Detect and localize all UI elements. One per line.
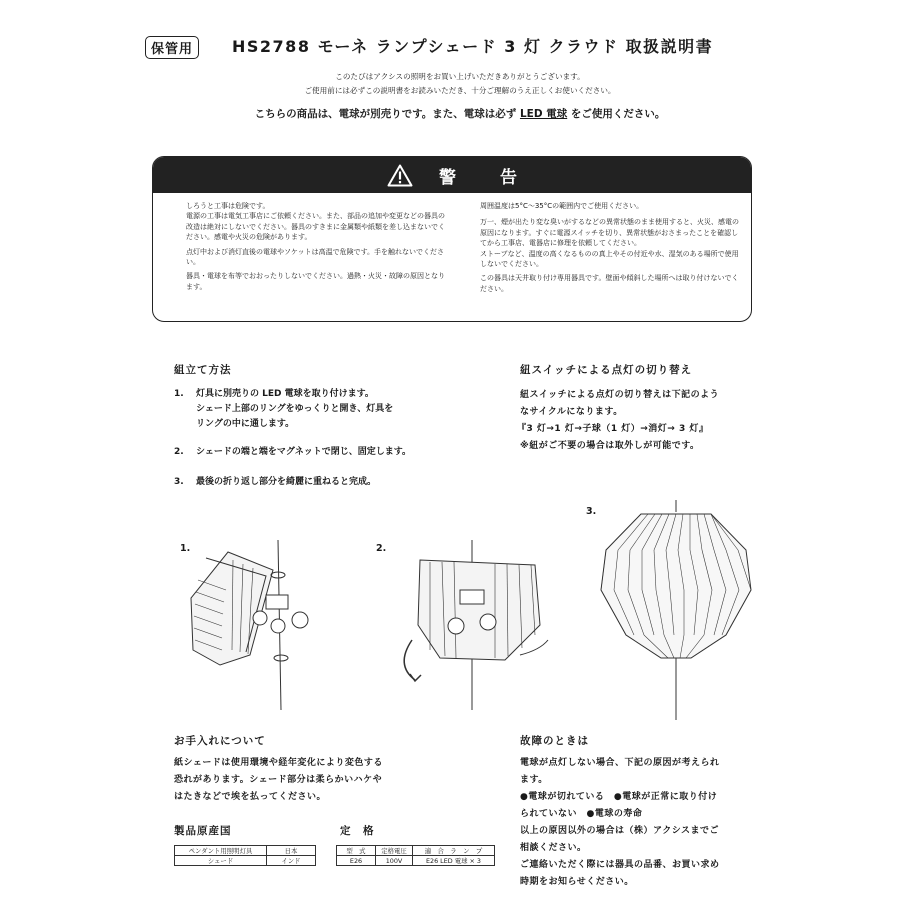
warning-right-item: 周囲温度は5°C〜35°Cの範囲内でご使用ください。 [480,202,644,210]
step-number: 1. [174,389,184,399]
trouble-title: 故障のときは [520,735,589,747]
table-header-cell: 定格電圧 [376,846,413,856]
warning-left-column [186,201,448,296]
table-header-cell: 適 合 ラ ン プ [413,846,495,856]
trouble-line: られていない ●電球の寿命 [520,809,643,819]
warning-left-item: 電源の工事は電気工事店にご依頼ください。また、部品の追加や変更などの器具の改造は絶対にしないでください。器具のすきまに金属類や紙類を差し込まないでください。感電や火災の危険があります。 [186,212,445,242]
warning-right-item: この器具は天井取り付け専用器具です。壁面や傾斜した場所へは取り付けないでください。 [480,274,739,293]
switch-title: 紐スイッチによる点灯の切り替え [520,364,693,376]
warning-title-a: 警 [439,167,456,188]
care-line: 紙シェードは使用環境や経年変化により変色する [174,758,383,768]
intro-line-1: このたびはアクシスの照明をお買い上げいただきありがとうございます。 [335,72,585,81]
bulb-notice [0,106,920,121]
table-cell: E26 LED 電球 × 3 [413,856,495,866]
bulb-notice-a: こちらの商品は、電球が別売りです。また、電球は必ず [254,108,517,120]
step-number: 3. [174,477,184,487]
warning-left-item: 器具・電球を布等でおおったりしないでください。過熱・火災・故障の原因となります。 [186,272,445,291]
figure-1-label: 1. [180,543,191,554]
trouble-line: 時期をお知らせください。 [520,877,634,887]
warning-right-item: 万一、煙が出たり変な臭いがするなどの異常状態のまま使用すると、火災、感電の原因になります。すぐに電源スイッチを切り、異常状態がおさまったことを確認してから工事店、電器店に修理を依頼してください。 [480,218,739,248]
warning-left-item: しろうと工事は危険です。 [186,202,270,210]
figure-2-closing-shade-illustration [390,540,555,710]
warning-left-item: 点灯中および消灯直後の電球やソケットは高温で危険です。手を触れないでください。 [186,247,445,267]
table-cell: E26 [337,856,376,866]
origin-table [174,845,316,866]
step-line: 最後の折り返し部分を綺麗に重ねると完成。 [196,477,377,487]
table-row [337,856,495,866]
assembly-step-1 [174,387,474,432]
step-line: リングの中に通します。 [196,419,295,429]
table-cell: 100V [376,856,413,866]
step-number: 2. [174,447,184,457]
trouble-line: ●電球が切れている ●電球が正常に取り付け [520,792,718,802]
warning-header [153,157,751,193]
figure-3-completed-shade-illustration [596,500,756,720]
assembly-title: 組立て方法 [174,364,232,376]
care-line: 恐れがあります。シェード部分は柔らかいハケや [174,775,383,785]
table-cell: シェード [175,856,267,866]
table-row [175,846,316,856]
trouble-line: ご連絡いただく際には器具の品番、お買い求め [520,860,720,870]
spec-title: 定 格 [340,825,375,837]
figure-3-label: 3. [586,506,597,517]
care-title: お手入れについて [174,735,266,747]
table-cell: ペンダント用照明灯具 [175,846,267,856]
trouble-line: 電球が点灯しない場合、下記の原因が考えられ [520,758,720,768]
storage-badge: 保管用 [145,36,199,59]
trouble-line: ます。 [520,775,548,785]
assembly-step-2 [174,445,474,460]
step-line: シェードの端と端をマグネットで閉じ、固定します。 [196,447,412,457]
bulb-notice-c: をご使用ください。 [570,108,666,120]
trouble-line: 相談ください。 [520,843,587,853]
table-header-cell: 型 式 [337,846,376,856]
table-cell: 日本 [267,846,316,856]
spec-table [336,845,495,866]
switch-cycle: 『3 灯→1 灯→子球（1 灯）→消灯→ 3 灯』 [517,424,709,434]
switch-line: なサイクルになります。 [520,407,623,417]
warning-box [152,156,752,322]
warning-right-column [480,201,742,298]
switch-line: 紐スイッチによる点灯の切り替えは下記のよう [520,390,720,400]
page-title: HS2788 モーネ ランプシェード 3 灯 クラウド 取扱説明書 [232,37,714,56]
table-row [337,846,495,856]
step-line: シェード上部のリングをゆっくりと開き、灯具を [196,404,394,414]
care-line: はたきなどで埃を払ってください。 [174,792,327,802]
trouble-line: 以上の原因以外の場合は（株）アクシスまでご [520,826,719,836]
table-cell: インド [267,856,316,866]
step-line: 灯具に別売りの LED 電球を取り付けます。 [196,389,374,399]
warning-title-b: 告 [500,167,517,188]
bulb-notice-led: LED 電球 [519,108,568,120]
figure-2-label: 2. [376,543,387,554]
assembly-step-3 [174,475,474,490]
warning-right-item: ストーブなど、温度の高くなるものの真上やその付近や水、湿気のある場所で使用しないでください。 [480,249,739,269]
figure-1-open-shade-illustration [188,540,318,710]
origin-title: 製品原産国 [174,825,232,837]
warning-triangle-icon [387,164,413,187]
switch-note: ※紐がご不要の場合は取外しが可能です。 [520,441,700,451]
table-row [175,856,316,866]
intro-line-2: ご使用前には必ずこの説明書をお読みいただき、十分ご理解のうえ正しくお使いください。 [304,86,616,95]
